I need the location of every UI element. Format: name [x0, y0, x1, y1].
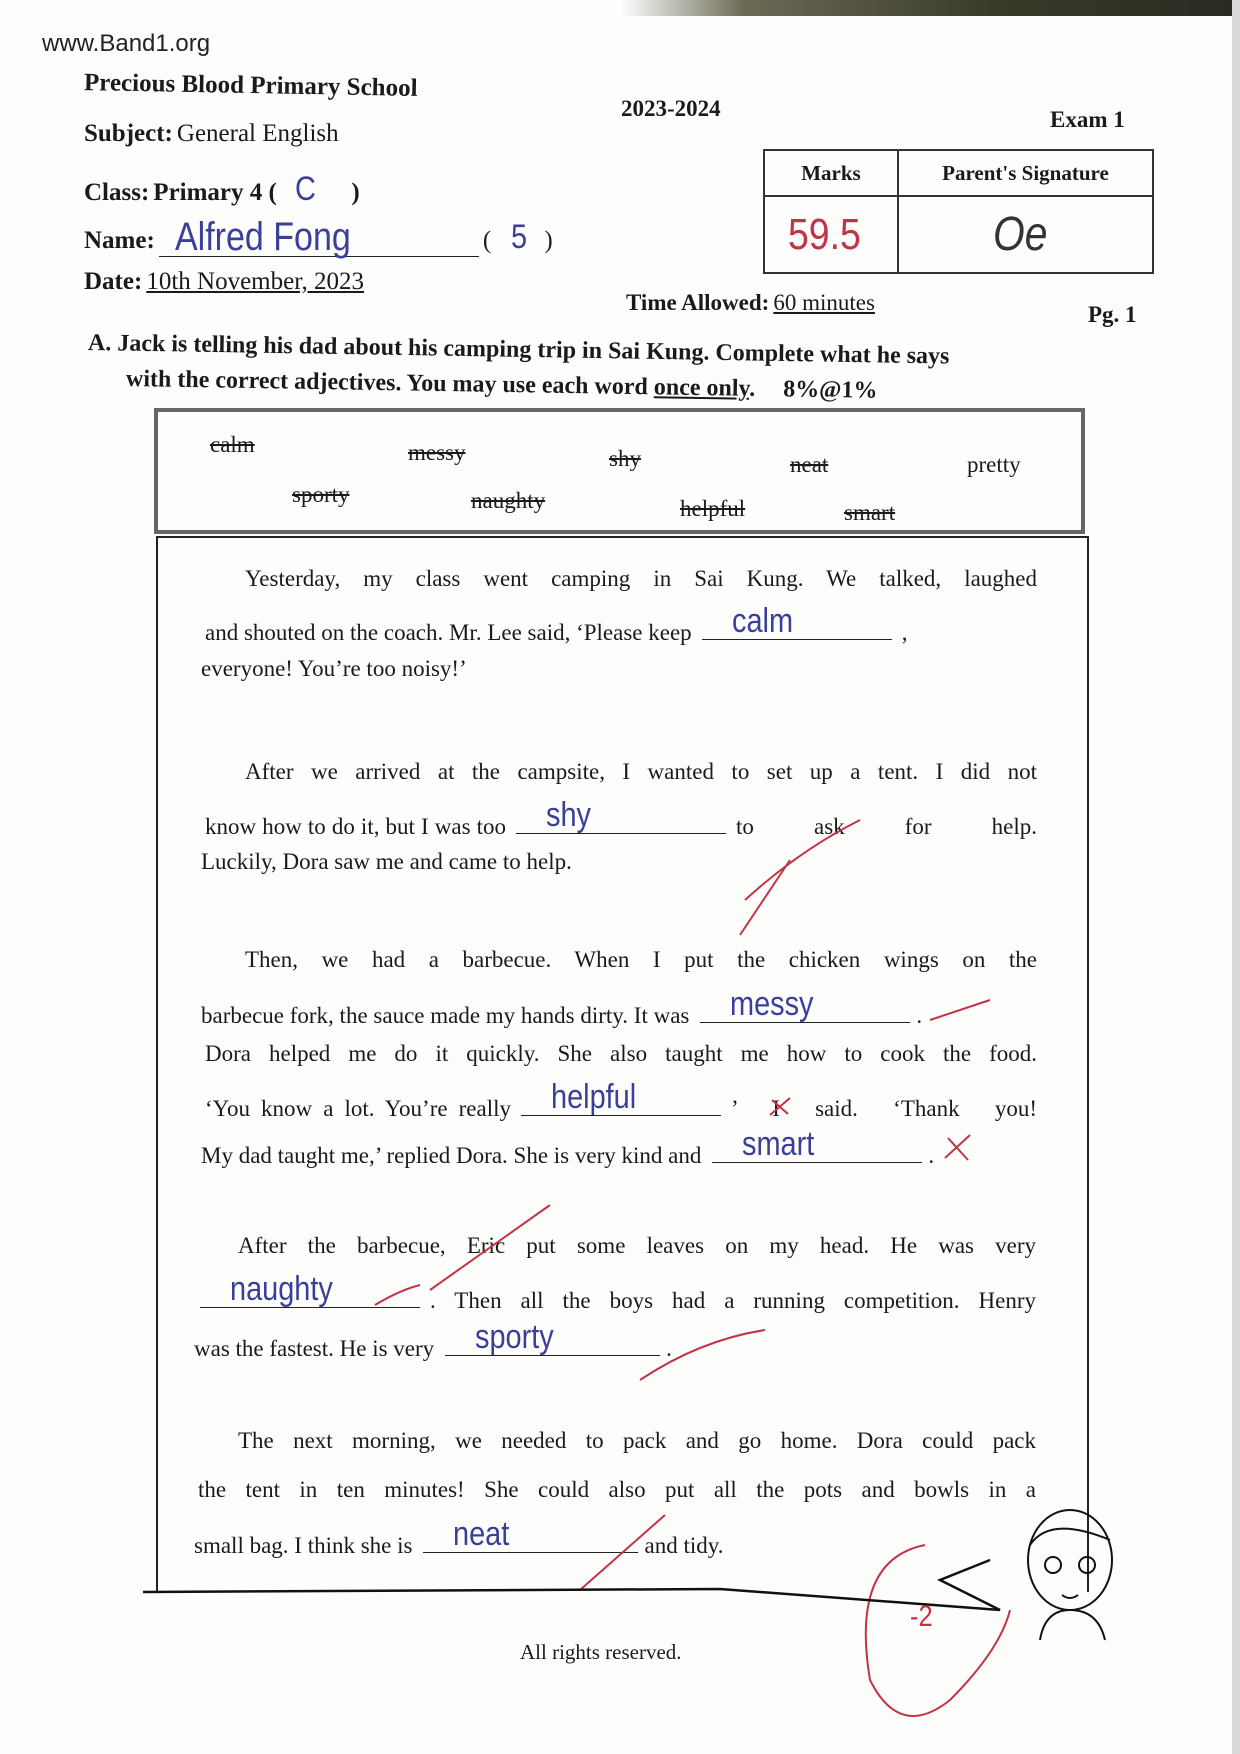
- marks-value: 59.5: [788, 209, 861, 259]
- handwritten-answer: shy: [546, 796, 591, 834]
- word-bank-item: pretty: [967, 452, 1021, 477]
- exam-title: Exam 1: [1050, 107, 1125, 132]
- passage-text: Luckily, Dora saw me and came to help.: [201, 849, 572, 874]
- word-bank-item: shy: [609, 446, 641, 471]
- handwritten-answer: naughty: [230, 1270, 333, 1308]
- tick-mark: [375, 1285, 420, 1305]
- subject-label: Subject:: [84, 120, 173, 147]
- school-name: Precious Blood Primary School: [83, 69, 418, 102]
- footer: All rights reserved.: [520, 1640, 682, 1664]
- handwritten-answer: sporty: [475, 1318, 554, 1356]
- word-bank-item: helpful: [680, 496, 746, 521]
- handwritten-answer: neat: [453, 1515, 510, 1553]
- passage-text: the tent in ten minutes! She could also put all the pots and bowls in a: [198, 1477, 1036, 1502]
- passage-text: small bag. I think she is: [194, 1533, 413, 1558]
- signature-header: Parent's Signature: [898, 150, 1153, 196]
- class-value: Primary 4 (: [153, 179, 277, 206]
- score-note: 8%@1%: [782, 376, 878, 404]
- name-handwritten: Alfred Fong: [174, 215, 351, 259]
- speech-bubble-tail: [143, 1560, 1000, 1610]
- tick-mark: [745, 820, 860, 900]
- date-value: 10th November, 2023: [146, 268, 365, 295]
- cross-mark: [945, 1135, 970, 1160]
- passage-text: My dad taught me,’ replied Dora. She is very kind and: [201, 1143, 702, 1168]
- passage-text: .: [916, 1003, 923, 1028]
- instruction-emphasis: once only: [653, 374, 750, 402]
- word-bank-item: calm: [210, 432, 255, 457]
- passage-text: and shouted on the coach. Mr. Lee said, ‘Please keep: [205, 620, 692, 645]
- marks-header: Marks: [764, 150, 898, 196]
- time-label: Time Allowed:: [626, 290, 770, 315]
- tick-mark: [430, 1205, 550, 1290]
- passage-text: Then, we had a barbecue. When I put the chicken wings on the: [245, 947, 1037, 972]
- circle-mark: [866, 1545, 1010, 1716]
- word-bank-item: neat: [790, 452, 829, 477]
- passage-text: . Then all the boys had a running competition. Henry: [430, 1288, 1036, 1313]
- boy-illustration-icon: [1028, 1510, 1112, 1640]
- tick-mark: [640, 1330, 765, 1380]
- school-year: 2023-2024: [621, 96, 721, 121]
- passage-text: was the fastest. He is very: [194, 1336, 435, 1361]
- passage-text: and tidy.: [644, 1533, 724, 1558]
- passage-text: everyone! You’re too noisy!’: [201, 656, 467, 681]
- parent-signature: Oe: [993, 208, 1048, 261]
- passage-text: ’ I said. ‘Thank you!: [731, 1096, 1037, 1121]
- class-close: ): [351, 179, 360, 206]
- handwritten-answer: messy: [730, 985, 814, 1023]
- passage-text: ‘You know a lot. You’re really: [205, 1096, 511, 1121]
- name-row: Name: Alfred Fong ( 5 ): [84, 215, 553, 259]
- date-label: Date:: [84, 268, 143, 295]
- passage-text: .: [928, 1143, 935, 1168]
- passage-text: The next morning, we needed to pack and go home. Dora could pack: [238, 1428, 1036, 1453]
- instruction-text: with the correct adjectives. You may use each word: [125, 366, 655, 401]
- passage-text: .: [666, 1336, 672, 1361]
- word-bank-item: messy: [408, 440, 466, 465]
- passage-text: After the barbecue, Eric put some leaves on my head. He was very: [238, 1233, 1036, 1258]
- passage-text: to ask for help.: [736, 814, 1037, 839]
- tick-mark: [930, 1000, 990, 1020]
- word-bank-item: smart: [844, 500, 896, 525]
- word-bank-item: sporty: [292, 482, 350, 507]
- class-handwritten: C: [294, 170, 316, 208]
- passage-text: barbecue fork, the sauce made my hands dirty. It was: [201, 1003, 690, 1028]
- tick-mark: [580, 1515, 665, 1590]
- deduction-mark: -2: [910, 1600, 933, 1633]
- handwritten-answer: smart: [742, 1125, 815, 1163]
- passage-text: Dora helped me do it quickly. She also taught me how to cook the food.: [205, 1041, 1037, 1066]
- word-bank-item: naughty: [471, 488, 546, 513]
- page-number: Pg. 1: [1088, 302, 1137, 327]
- passage-text: ,: [901, 620, 908, 645]
- name-label: Name:: [84, 227, 155, 254]
- instruction-text: .: [748, 375, 756, 402]
- passage-text: know how to do it, but I was too: [205, 814, 506, 839]
- passage-text: Yesterday, my class went camping in Sai Kung. We talked, laughed: [245, 566, 1037, 591]
- watermark: www.Band1.org: [42, 30, 211, 57]
- subject-value: General English: [176, 120, 339, 147]
- passage-text: After we arrived at the campsite, I wanted to set up a tent. I did not: [245, 759, 1037, 784]
- instruction-line-1: A. Jack is telling his dad about his camping trip in Sai Kung. Complete what he says: [87, 330, 950, 370]
- class-number-handwritten: 5: [511, 218, 528, 256]
- handwritten-answer: helpful: [551, 1078, 637, 1116]
- class-label: Class:: [84, 179, 150, 206]
- time-value: 60 minutes: [773, 290, 875, 315]
- cross-mark: [770, 1098, 790, 1115]
- handwritten-answer: calm: [731, 602, 793, 640]
